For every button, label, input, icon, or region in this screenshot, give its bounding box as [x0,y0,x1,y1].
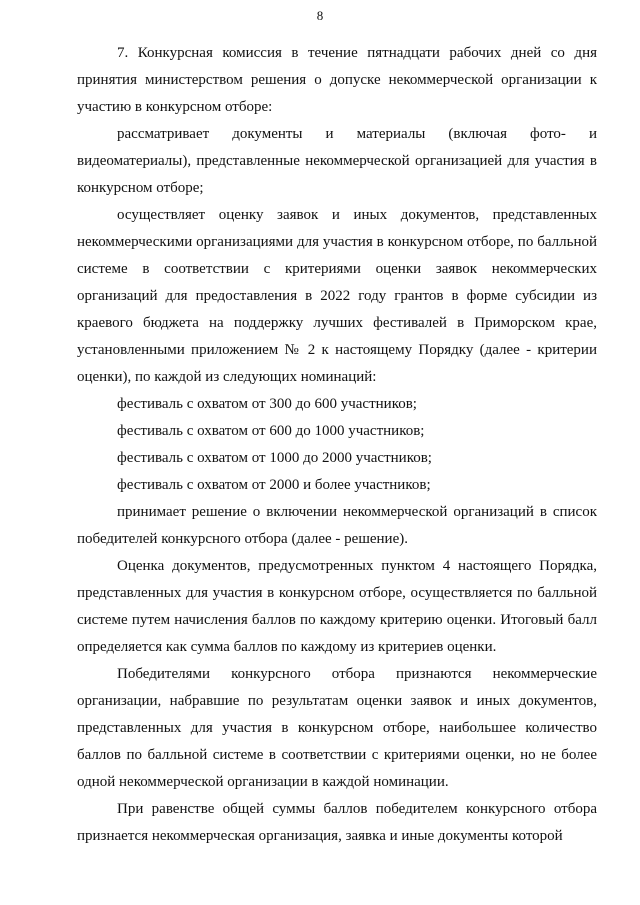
nomination-2000-plus: фестиваль с охватом от 2000 и более участников; [117,477,431,493]
paragraph-item-7: 7. Конкурсная комиссия в течение пятнадцати рабочих дней со дня принятия министерством решения о допуске некоммерческой организации к участию в конкурсном отборе: [77,45,597,115]
paragraph-review-documents: рассматривает документы и материалы (включая фото- и видеоматериалы), представленные некоммерческой организацией для участия в конкурсном отборе; [77,126,597,196]
nomination-1000-2000: фестиваль с охватом от 1000 до 2000 участников; [117,450,432,466]
paragraph-tie-rule: При равенстве общей суммы баллов победителем конкурсного отбора признается некоммерческая организация, заявка и иные документы которой [77,801,597,844]
paragraph-document-evaluation: Оценка документов, предусмотренных пунктом 4 настоящего Порядка, представленных для участия в конкурсном отборе, осуществляется по балльной системе путем начисления баллов по каждому критерию оценки. Итоговый балл определяется как сумма баллов по каждому из критериев оценки. [77,558,597,655]
page-number: 8 [316,8,324,23]
document-body [77,40,597,850]
nomination-300-600: фестиваль с охватом от 300 до 600 участников; [117,396,417,412]
paragraph-winners: Победителями конкурсного отбора признаются некоммерческие организации, набравшие по результатам оценки заявок и иных документов, представленных для участия в конкурсном отборе, наибольшее количество баллов по балльной системе в соответствии с критериями оценки, но не более одной некоммерческой организации в каждой номинации. [77,666,597,790]
paragraph-decision: принимает решение о включении некоммерческой организаций в список победителей конкурсного отбора (далее - решение). [77,504,597,547]
paragraph-evaluate-applications: осуществляет оценку заявок и иных документов, представленных некоммерческими организациями для участия в конкурсном отборе, по балльной системе в соответствии с критериями оценки заявок некоммерческих организаций для предоставления в 2022 году грантов в форме субсидии из краевого бюджета на поддержку лучших фестивалей в Приморском крае, установленными приложением № 2 к настоящему Порядку (далее - критерии оценки), по каждой из следующих номинаций: [77,207,597,385]
nomination-600-1000: фестиваль с охватом от 600 до 1000 участников; [117,423,425,439]
